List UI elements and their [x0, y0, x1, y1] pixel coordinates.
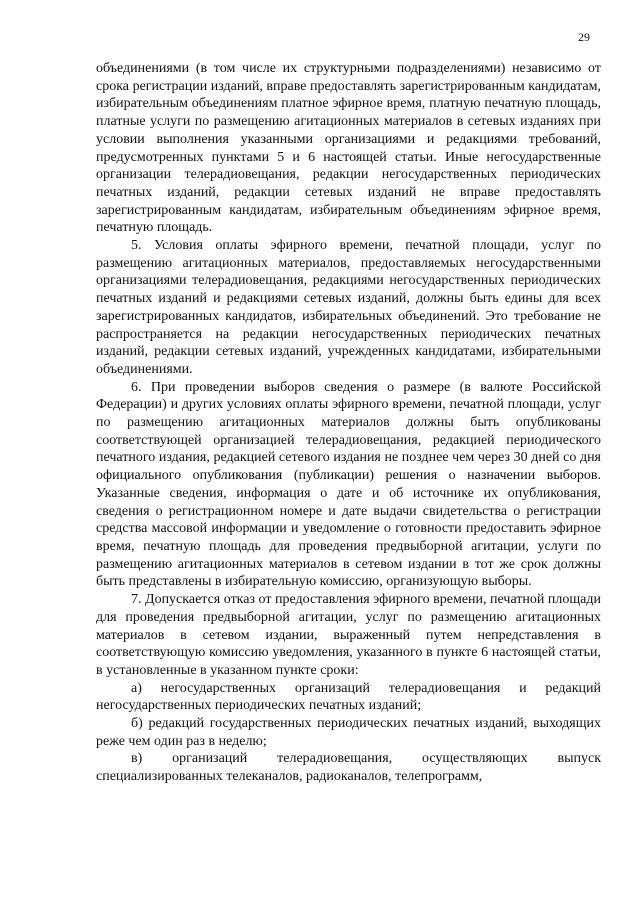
- subitem-b: б) редакций государственных периодических печатных изданий, выходящих реже чем один раз в неделю;: [96, 716, 601, 749]
- paragraph-continuation: объединениями (в том числе их структурными подразделениями) независимо от срока регистрации изданий, вправе предоставлять зарегистрированным кандидатам, избирательным объединениям платное эфирное время, платную печатную площадь, платные услуги по размещению агитационных материалов в сетевых изданиях при условии выполнения указанными организациями и редакциями требований, предусмотренных пунктами 5 и 6 настоящей статьи. Иные негосударственные организации телерадиовещания, редакции негосударственных периодических печатных изданий, редакции сетевых изданий не вправе предоставлять зарегистрированным кандидатам, избирательным объединениям эфирное время, печатную площадь.: [96, 61, 601, 236]
- paragraph-item-7: 7. Допускается отказ от предоставления эфирного времени, печатной площади для проведения предвыборной агитации, услуг по размещению агитационных материалов в сетевом издании, выраженный путем непредставления в соответствующую комиссию уведомления, указанного в пункте 6 настоящей статьи, в установленные в указанном пункте сроки:: [96, 592, 601, 678]
- subitem-v: в) организаций телерадиовещания, осуществляющих выпуск специализированных телеканалов, радиоканалов, телепрограмм,: [96, 751, 601, 785]
- paragraph-item-6: 6. При проведении выборов сведения о размере (в валюте Российской Федерации) и других условиях оплаты эфирного времени, печатной площади, услуг по размещению агитационных материалов должны быть опубликованы соответствующей организацией телерадиовещания, редакцией периодического печатного издания, редакцией сетевого издания не позднее чем через 30 дней со дня официального опубликования (публикации) решения о назначении выборов. Указанные сведения, информация о дате и об источнике их опубликования, сведения о регистрационном номере и дате выдачи свидетельства о регистрации средства массовой информации и уведомление о готовности предоставить эфирное время, печатную площадь для проведения предвыборной агитации, услуги по размещению агитационных материалов в сетевом издании в тот же срок должны быть представлены в избирательную комиссию, организующую выборы.: [96, 379, 601, 590]
- paragraph-item-5: 5. Условия оплаты эфирного времени, печатной площади, услуг по размещению агитационных материалов, предоставляемых негосударственными организациями телерадиовещания, редакциями негосударственных периодических печатных изданий и редакциями сетевых изданий, должны быть едины для всех зарегистрированных кандидатов, избирательных объединений. Это требование не распространяется на редакции негосударственных периодических печатных изданий, редакции сетевых изданий, учрежденных кандидатами, избирательными объединениями.: [96, 238, 601, 377]
- subitem-a: а) негосударственных организаций телерадиовещания и редакций негосударственных периодических печатных изданий;: [96, 680, 601, 714]
- page-number: 29: [578, 30, 590, 44]
- document-body: [96, 60, 601, 786]
